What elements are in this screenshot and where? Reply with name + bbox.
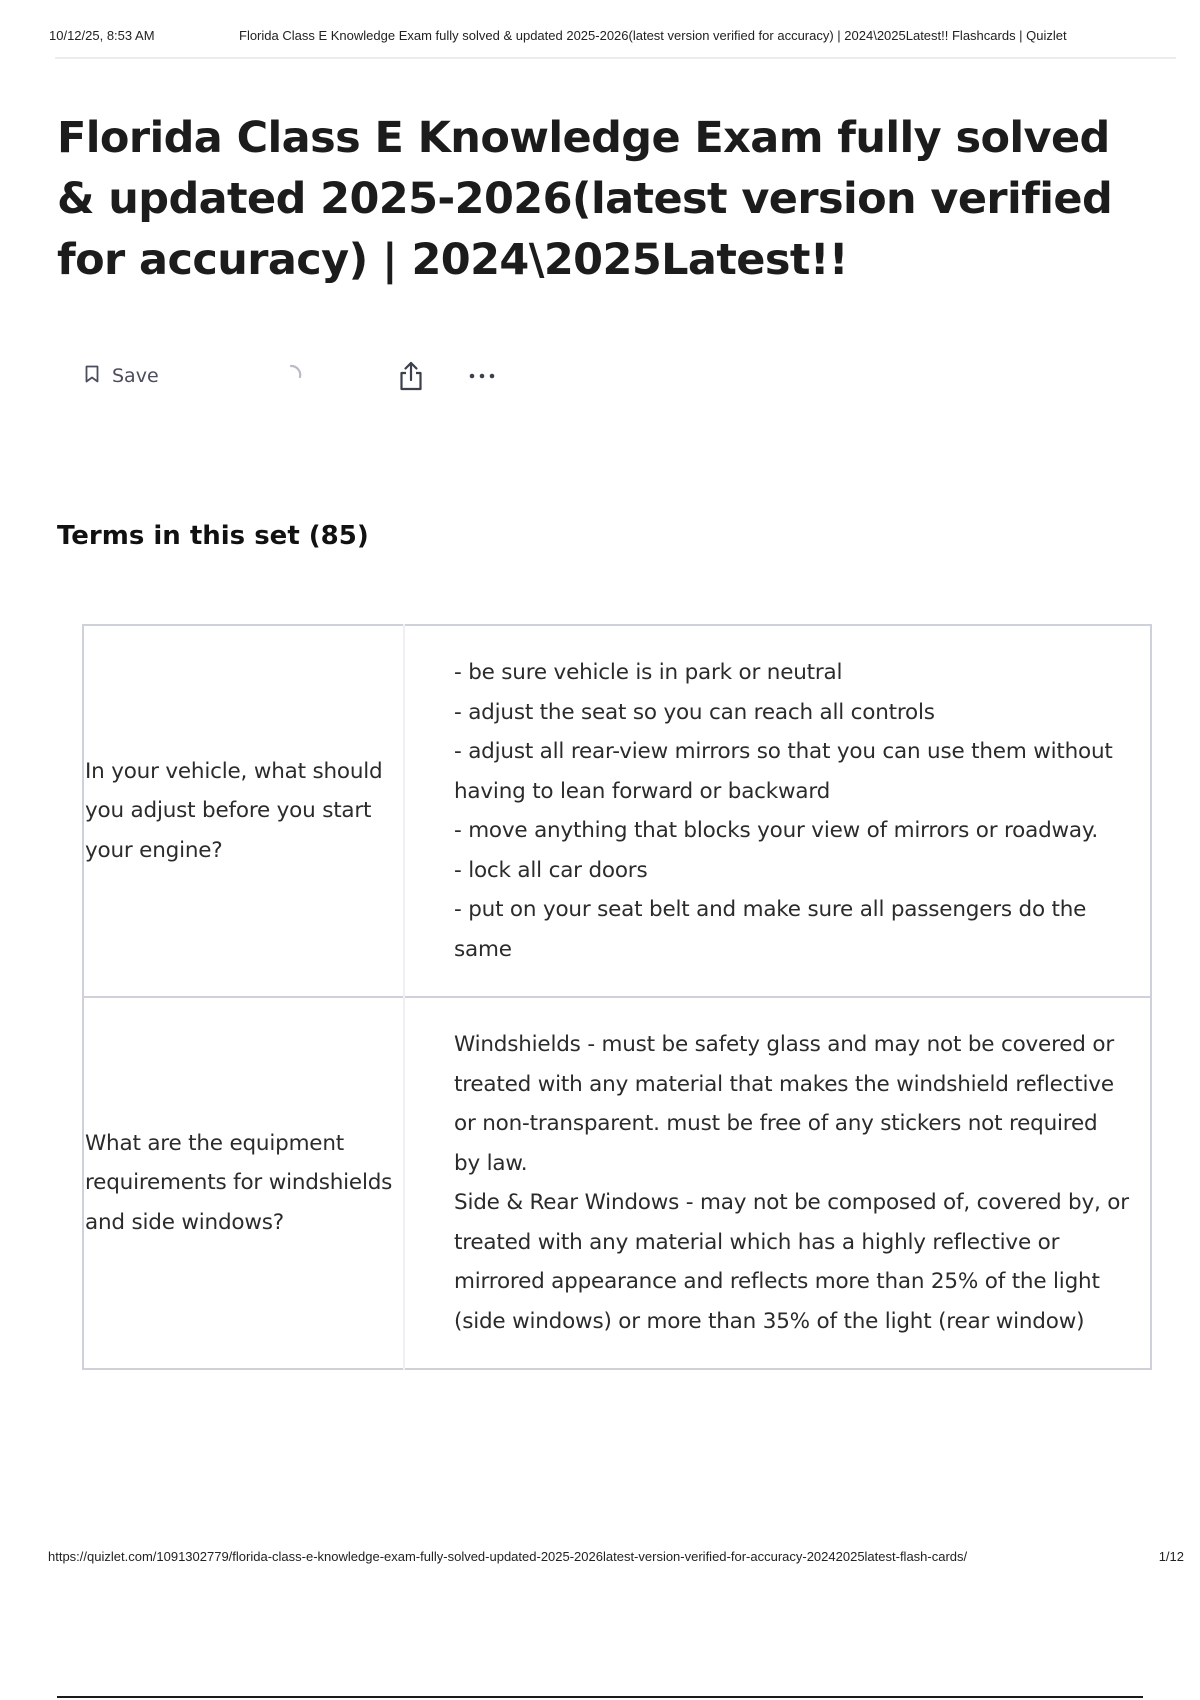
print-timestamp: 10/12/25, 8:53 AM	[49, 28, 155, 43]
term-text: What are the equipment requirements for windshields and side windows?	[83, 997, 404, 1369]
definition-text: - be sure vehicle is in park or neutral - adjust the seat so you can reach all controls - adjust all rear-view mirrors so that you can use them without having to lean forward or backward - move anything that blocks your view of mirrors or roadway. - lock all car doors - put on your seat belt and make sure all passengers do the same	[404, 625, 1151, 997]
term-row[interactable]	[83, 625, 1151, 997]
term-row[interactable]	[83, 997, 1151, 1369]
share-icon	[396, 379, 426, 396]
print-document-title: Florida Class E Knowledge Exam fully solved & updated 2025-2026(latest version verified for accuracy) | 2024\2025Latest!! Flashcards | Quizlet	[239, 28, 1067, 43]
header-divider	[55, 57, 1176, 59]
more-options-icon	[466, 379, 500, 396]
page-number: 1/12	[1158, 1549, 1184, 1564]
more-options-button[interactable]	[466, 360, 500, 392]
page-title: Florida Class E Knowledge Exam fully solved & updated 2025-2026(latest version verified for accuracy) | 2024\2025Latest!!	[57, 113, 1113, 285]
term-text: In your vehicle, what should you adjust before you start your engine?	[83, 625, 404, 997]
terms-table	[82, 624, 1152, 1370]
loading-spinner-icon	[280, 362, 306, 388]
save-button[interactable]	[84, 360, 184, 392]
share-button[interactable]	[396, 360, 426, 392]
bookmark-icon	[84, 364, 100, 389]
page-url: https://quizlet.com/1091302779/florida-class-e-knowledge-exam-fully-solved-updated-2025-2026latest-version-verified-for-accuracy-20242025latest-flash-cards/	[48, 1549, 968, 1564]
bottom-divider	[57, 1696, 1143, 1698]
definition-text: Windshields - must be safety glass and may not be covered or treated with any material that makes the windshield reflective or non-transparent. must be free of any stickers not required by law. Side & Rear Windows - may not be composed of, covered by, or treated with any material which has a highly reflective or mirrored appearance and reflects more than 25% of the light (side windows) or more than 35% of the light (rear window)	[404, 997, 1151, 1369]
save-label: Save	[112, 365, 159, 387]
terms-section-title: Terms in this set (85)	[57, 521, 369, 551]
